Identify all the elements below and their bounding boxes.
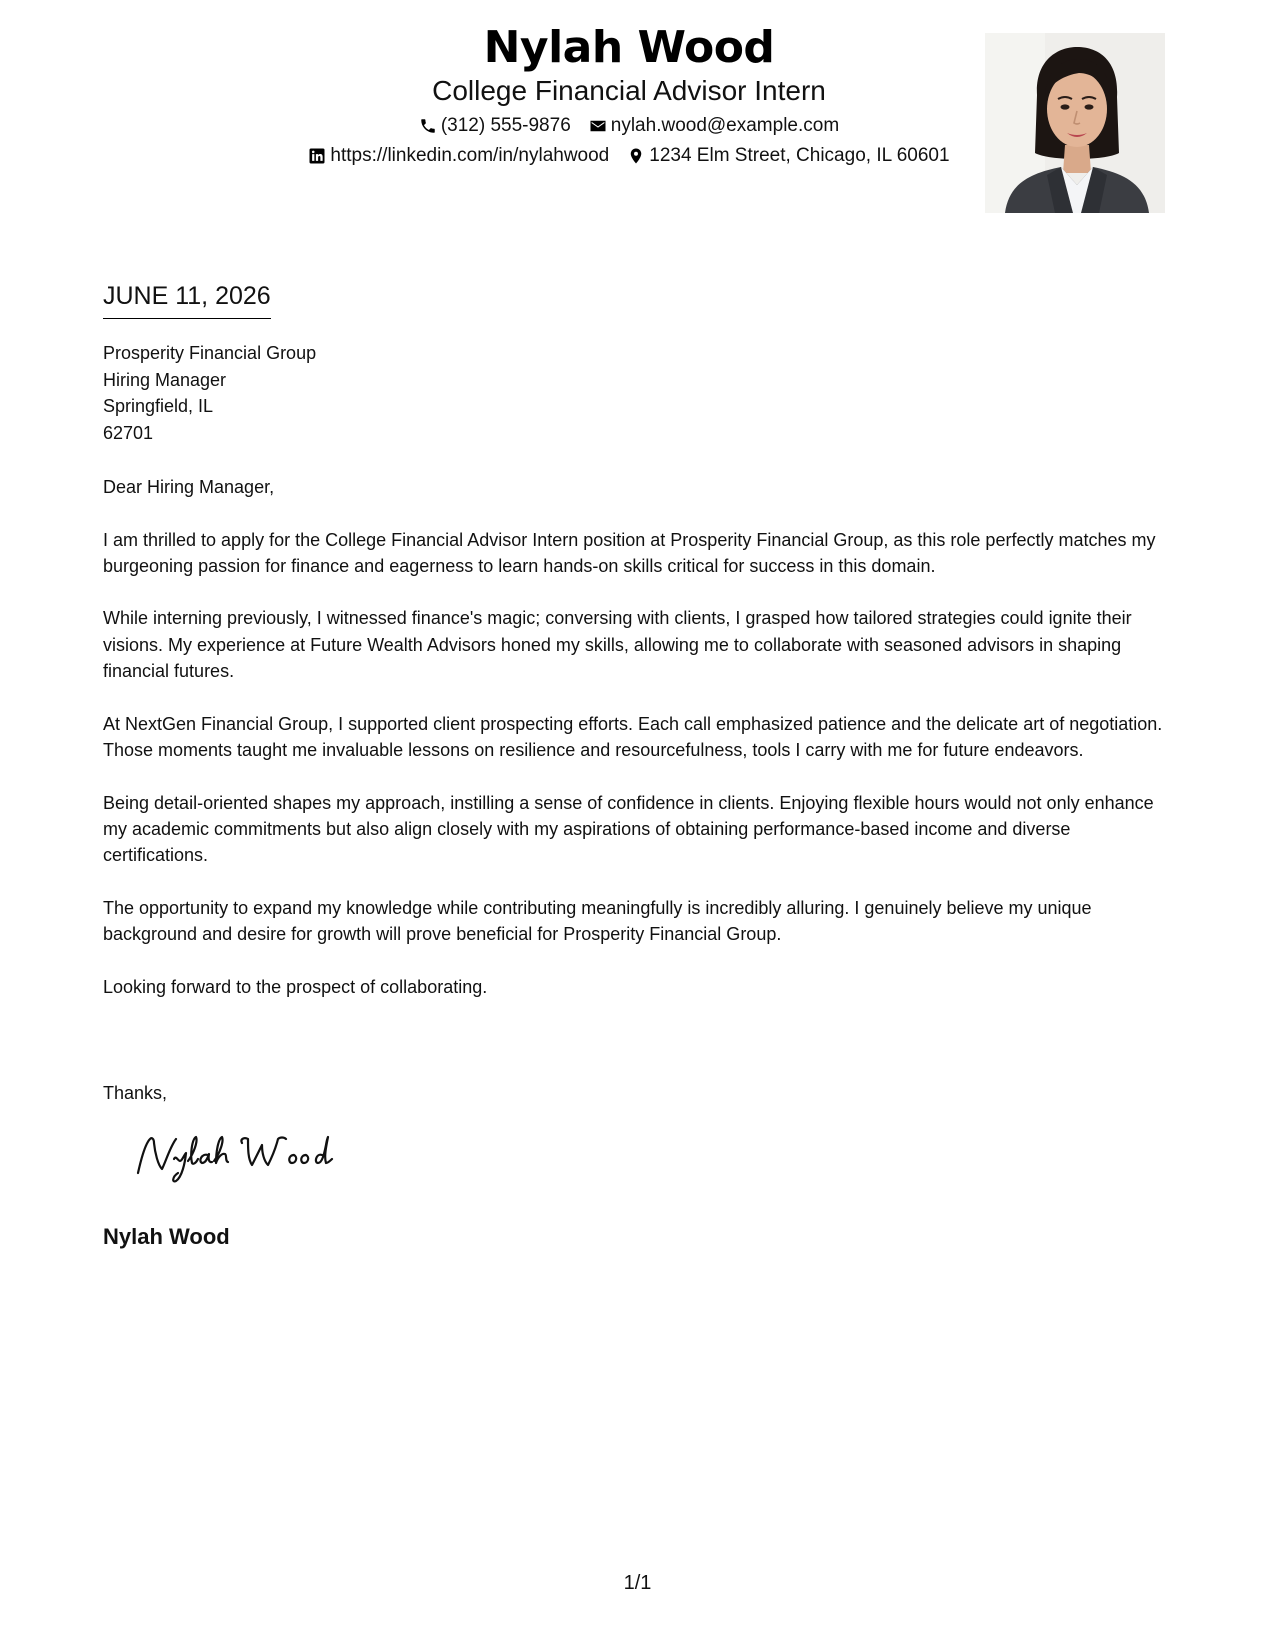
phone-number: (312) 555-9876 (440, 115, 571, 136)
recipient-city: Springfield, IL (103, 396, 214, 416)
map-pin-icon (627, 147, 645, 165)
recipient-title: Hiring Manager (103, 369, 227, 390)
page-number: 1/1 (623, 1572, 652, 1594)
salutation: Dear Hiring Manager, (103, 477, 275, 497)
contact-line-1 (220, 114, 1038, 138)
handwritten-signature (130, 1125, 340, 1185)
closing-line: Thanks, (103, 1083, 168, 1103)
street-address: 1234 Elm Street, Chicago, IL 60601 (649, 145, 950, 166)
applicant-photo (985, 33, 1165, 213)
envelope-icon (589, 117, 607, 135)
contact-line-2 (220, 144, 1038, 168)
email-contact (589, 114, 839, 138)
address-contact (627, 144, 949, 168)
letter-body (103, 474, 1178, 1026)
applicant-name: Nylah Wood (483, 22, 775, 73)
email-address: nylah.wood@example.com (610, 115, 840, 136)
body-paragraph: At NextGen Financial Group, I supported client prospecting efforts. Each call emphasized patience and the delicate art of negotiation. Those moments taught me invaluable lessons on resilience and resourcefulness, tools I carry with me for future endeavors. (103, 713, 1163, 760)
body-paragraph: I am thrilled to apply for the College Financial Advisor Intern position at Prosperity Financial Group, as this role perfectly matches my burgeoning passion for finance and eagerness to learn hands-on skills critical for success in this domain. (103, 529, 1156, 576)
body-paragraph: While interning previously, I witnessed finance's magic; conversing with clients, I grasped how tailored strategies could ignite their visions. My experience at Future Wealth Advisors honed my skills, allowing me to collaborate with seasoned advisors in shaping financial futures. (103, 608, 1132, 682)
body-paragraph: The opportunity to expand my knowledge while contributing meaningfully is incredibly alluring. I genuinely believe my unique background and desire for growth will prove beneficial for Prosperity Financial Group. (103, 897, 1092, 945)
recipient-address (103, 340, 316, 446)
phone-icon (419, 117, 437, 135)
linkedin-url: https://linkedin.com/in/nylahwood (330, 145, 610, 166)
phone-contact (419, 114, 571, 138)
body-paragraph: Looking forward to the prospect of collaborating. (103, 976, 488, 997)
body-paragraph: Being detail-oriented shapes my approach, instilling a sense of confidence in clients. Enjoying flexible hours would not only enhance my academic commitments but also align closely with my aspirations of obtaining performance-based income and diverse certifications. (103, 792, 1154, 866)
linkedin-icon (308, 147, 326, 165)
recipient-zip: 62701 (103, 422, 154, 443)
recipient-company: Prosperity Financial Group (103, 343, 317, 363)
signer-name: Nylah Wood (103, 1224, 230, 1249)
linkedin-contact (308, 144, 609, 168)
letter-header (220, 22, 1038, 168)
letter-date: JUNE 11, 2026 (103, 280, 271, 319)
applicant-role: College Financial Advisor Intern (432, 75, 826, 106)
